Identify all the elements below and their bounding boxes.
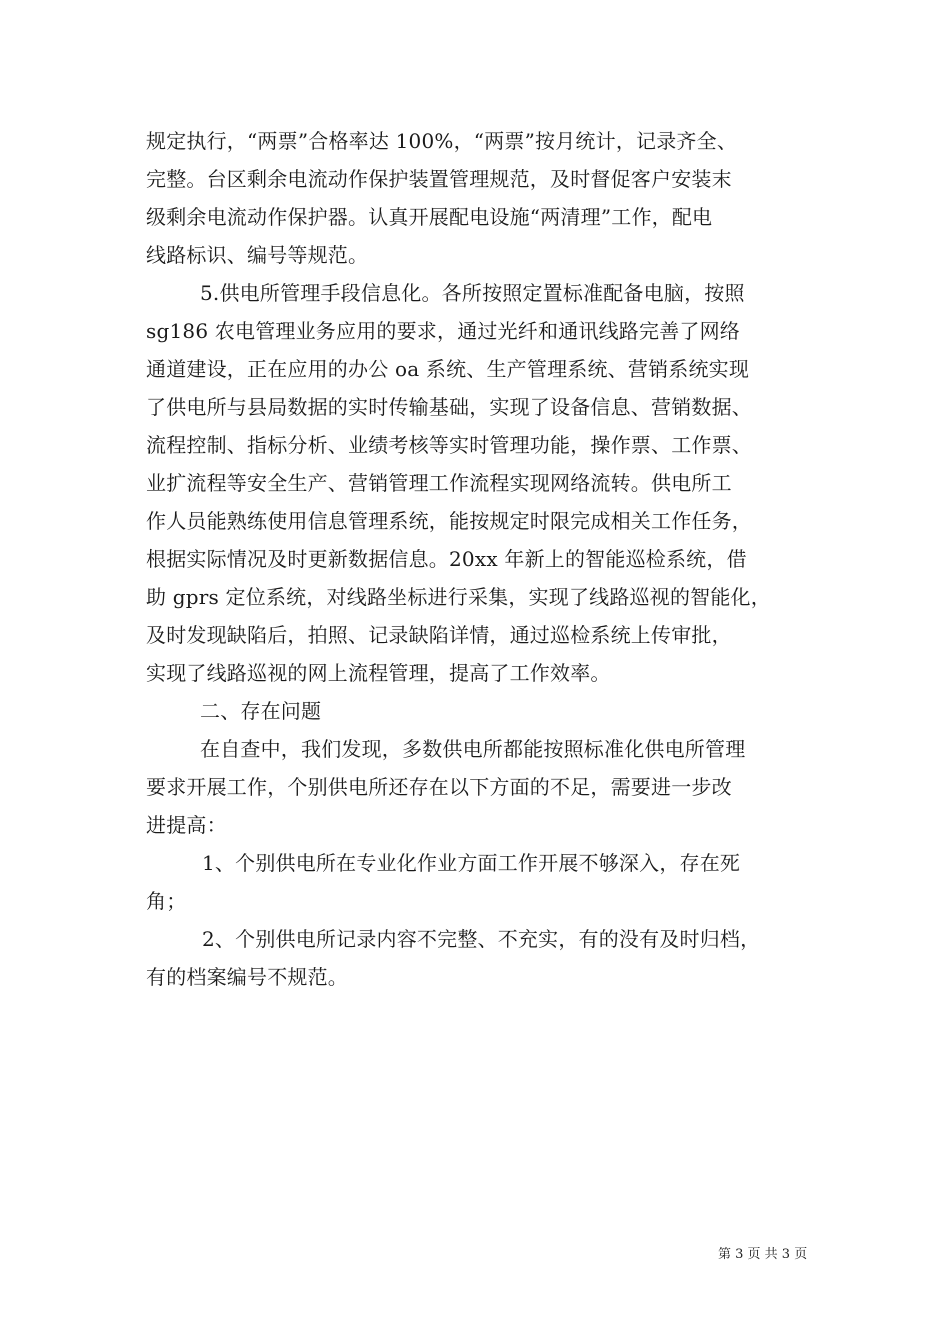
text-line: 实现了线路巡视的网上流程管理，提高了工作效率。 xyxy=(146,661,611,685)
list-item-line: 2、个别供电所记录内容不完整、不充实，有的没有及时归档， xyxy=(202,927,761,951)
document-body xyxy=(146,122,826,996)
text-line: 业扩流程等安全生产、营销管理工作流程实现网络流转。供电所工 xyxy=(146,471,732,495)
paragraph-start-line: 在自查中，我们发现，多数供电所都能按照标准化供电所管理 xyxy=(200,737,746,761)
section-heading: 二、存在问题 xyxy=(200,699,322,723)
text-line: 作人员能熟练使用信息管理系统，能按规定时限完成相关工作任务， xyxy=(146,509,752,533)
text-line: 助 gprs 定位系统，对线路坐标进行采集，实现了线路巡视的智能化， xyxy=(146,585,771,609)
text-line: 通道建设，正在应用的办公 oa 系统、生产管理系统、营销系统实现 xyxy=(146,357,750,381)
text-line: 流程控制、指标分析、业绩考核等实时管理功能，操作票、工作票、 xyxy=(146,433,752,457)
paragraph-start-line: 5.供电所管理手段信息化。各所按照定置标准配备电脑，按照 xyxy=(200,281,745,305)
text-line: 进提高： xyxy=(146,813,227,837)
text-line: 根据实际情况及时更新数据信息。20xx 年新上的智能巡检系统，借 xyxy=(146,547,747,571)
text-line: 及时发现缺陷后，拍照、记录缺陷详情，通过巡检系统上传审批， xyxy=(146,623,732,647)
text-line: sg186 农电管理业务应用的要求，通过光纤和通讯线路完善了网络 xyxy=(146,319,740,343)
text-line: 角； xyxy=(146,889,187,913)
page-number-footer: 第 3 页 共 3 页 xyxy=(718,1247,808,1262)
text-line: 了供电所与县局数据的实时传输基础，实现了设备信息、营销数据、 xyxy=(146,395,752,419)
text-line: 规定执行，“两票”合格率达 100%，“两票”按月统计，记录齐全、 xyxy=(146,129,738,153)
text-line: 级剩余电流动作保护器。认真开展配电设施“两清理”工作，配电 xyxy=(146,205,713,229)
list-item-line: 1、个别供电所在专业化作业方面工作开展不够深入，存在死 xyxy=(202,851,741,875)
text-line: 要求开展工作，个别供电所还存在以下方面的不足，需要进一步改 xyxy=(146,775,732,799)
text-line: 有的档案编号不规范。 xyxy=(146,965,348,989)
text-line: 完整。台区剩余电流动作保护装置管理规范，及时督促客户安装末 xyxy=(146,167,732,191)
text-line: 线路标识、编号等规范。 xyxy=(146,243,369,267)
